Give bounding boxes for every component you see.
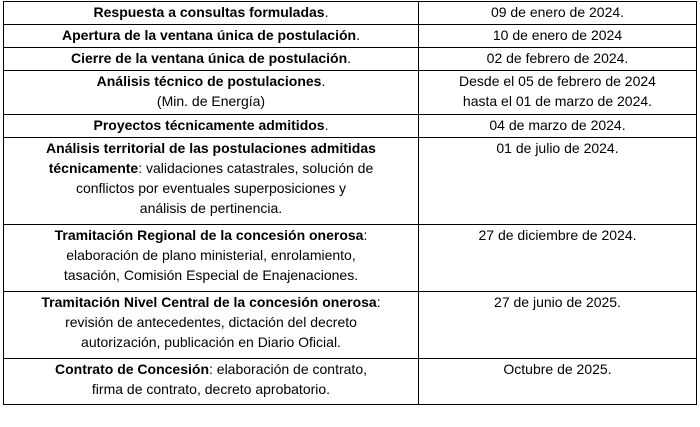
stage-title: Cierre de la ventana única de postulación: [70, 50, 348, 66]
stage-cell: [4, 2, 419, 25]
stage-cell: [4, 115, 419, 138]
stage-date: 04 de marzo de 2024.: [489, 117, 626, 133]
stage-title-line: [8, 225, 414, 245]
stage-title-punctuation: .: [356, 27, 360, 43]
table-row: [4, 225, 697, 292]
date-cell: [419, 292, 697, 359]
stage-cell: [4, 359, 419, 405]
table-row: [4, 359, 697, 405]
stage-title-line-2: técnicamente: [48, 160, 139, 176]
stage-title-line: [8, 359, 414, 379]
stage-date: 09 de enero de 2024.: [490, 4, 625, 20]
stage-date-end: hasta el 01 de marzo de 2024.: [462, 93, 653, 109]
stage-title-punctuation: :: [363, 227, 368, 243]
stage-cell: [4, 138, 419, 225]
stage-title: Tramitación Nivel Central de la concesión onerosa: [41, 294, 377, 310]
stage-title-punctuation: :: [376, 294, 381, 310]
stage-title-punctuation: .: [321, 73, 326, 89]
stage-title: Tramitación Regional de la concesión onerosa: [54, 227, 364, 243]
stage-cell: [4, 48, 419, 71]
stage-date-start: Desde el 05 de febrero de 2024: [459, 73, 656, 89]
stage-title-punctuation: .: [347, 50, 352, 66]
stage-subtitle: (Min. de Energía): [156, 93, 266, 109]
stage-date: 27 de junio de 2025.: [494, 294, 621, 310]
stage-description-line-2: [8, 158, 414, 178]
stage-cell: [4, 25, 419, 48]
stage-date: 02 de febrero de 2024.: [486, 50, 629, 66]
stage-title: Contrato de Concesión: [54, 361, 209, 377]
stage-description-line-3: tasación, Comisión Especial de Enajenaciones.: [63, 267, 359, 283]
stage-title-line: [8, 292, 414, 312]
table-row: [4, 48, 697, 71]
stage-description-line-3: autorización, publicación en Diario Oficial.: [81, 334, 341, 350]
table-row: [4, 115, 697, 138]
stage-title: Análisis técnico de postulaciones: [96, 73, 322, 89]
stage-title: Apertura de la ventana única de postulación: [62, 27, 357, 43]
stage-cell: [4, 225, 419, 292]
date-cell: [419, 48, 697, 71]
stage-title: Respuesta a consultas formuladas: [93, 4, 325, 20]
stage-description-line-2: firma de contrato, decreto aprobatorio.: [91, 381, 331, 397]
stage-description-line-3: conflictos por eventuales superposiciones y: [75, 180, 347, 196]
date-cell: [419, 225, 697, 292]
stage-date: 27 de diciembre de 2024.: [478, 227, 637, 243]
date-cell: [419, 138, 697, 225]
stage-title-line: [8, 71, 414, 91]
stage-description-line-4: análisis de pertinencia.: [139, 200, 283, 216]
stage-cell: [4, 71, 419, 115]
table-row: [4, 292, 697, 359]
table-row: [4, 138, 697, 225]
stage-date: 10 de enero de 2024: [492, 27, 623, 43]
date-cell: [419, 359, 697, 405]
schedule-table-body: [4, 2, 697, 405]
stage-description-line-2: revisión de antecedentes, dictación del decreto: [65, 314, 357, 330]
table-row: [4, 25, 697, 48]
date-cell: [419, 25, 697, 48]
table-row: [4, 71, 697, 115]
stage-title-line-1: Análisis territorial de las postulaciones admitidas: [46, 140, 376, 156]
date-cell: [419, 71, 697, 115]
stage-description-text: : elaboración de contrato,: [209, 361, 367, 377]
stage-title: Proyectos técnicamente admitidos: [93, 117, 325, 133]
date-cell: [419, 115, 697, 138]
stage-description-text: : validaciones catastrales, solución de: [138, 160, 374, 176]
stage-date: Octubre de 2025.: [503, 361, 612, 377]
schedule-table: [3, 1, 697, 405]
table-row: [4, 2, 697, 25]
stage-description-line-2: elaboración de plano ministerial, enrolamiento,: [66, 247, 356, 263]
stage-title-punctuation: .: [324, 4, 329, 20]
stage-date: 01 de julio de 2024.: [496, 140, 619, 156]
stage-title-punctuation: .: [324, 117, 329, 133]
date-cell: [419, 2, 697, 25]
stage-cell: [4, 292, 419, 359]
